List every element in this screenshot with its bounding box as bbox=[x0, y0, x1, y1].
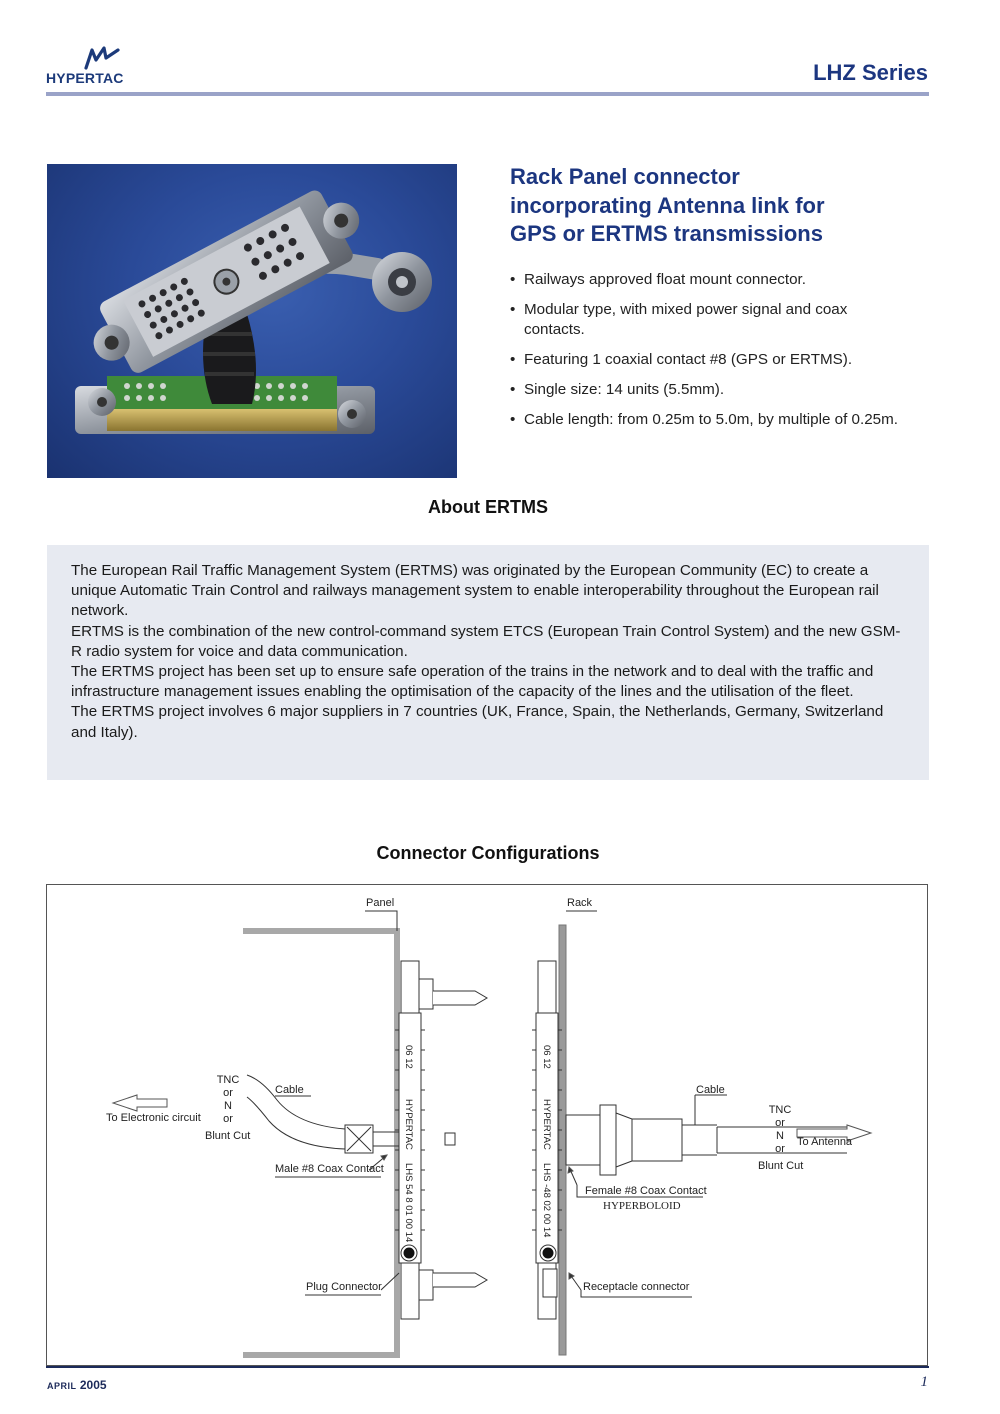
receptacle-part-number: LHS -48 02 00 14 bbox=[541, 1163, 552, 1238]
plug-part-number: LHS 54 8 01 00 14 bbox=[403, 1163, 414, 1243]
male-contact-label: Male #8 Coax Contact bbox=[275, 1163, 384, 1175]
tnc-option: TNC bbox=[216, 1074, 240, 1086]
tnc-option: or bbox=[775, 1117, 785, 1129]
about-paragraph: The European Rail Traffic Management System (ERTMS) was originated by the European Community (EC) to create a unique Automatic Train Control and railways management system to enable interoperability throughout the European rail network. bbox=[71, 562, 879, 620]
page-number: 1 bbox=[920, 1374, 928, 1390]
footer-month: APRIL bbox=[47, 1381, 77, 1391]
tnc-option: or bbox=[775, 1143, 785, 1155]
hyperboloid-label: HYPERBOLOID bbox=[603, 1200, 681, 1212]
connector-diagram bbox=[46, 884, 928, 1366]
hypertac-logo bbox=[46, 46, 156, 88]
cable-left-label: Cable bbox=[275, 1084, 304, 1096]
tnc-option: N bbox=[224, 1100, 232, 1112]
cable-right-label: Cable bbox=[696, 1084, 725, 1096]
connector-photo-illustration bbox=[47, 164, 457, 478]
series-title: LHZ Series bbox=[813, 60, 928, 85]
receptacle-code: 06 12 bbox=[541, 1045, 552, 1069]
tnc-options-right bbox=[759, 1104, 801, 1156]
blunt-cut-left: Blunt Cut bbox=[205, 1130, 251, 1142]
receptacle-label: Receptacle connector bbox=[583, 1281, 690, 1293]
about-text bbox=[71, 561, 911, 743]
footer-date bbox=[47, 1378, 107, 1392]
rack-label: Rack bbox=[567, 897, 593, 909]
product-title-line: Rack Panel connector bbox=[510, 164, 740, 189]
footer-year: 2005 bbox=[79, 1378, 107, 1392]
header-rule bbox=[46, 92, 929, 96]
product-title bbox=[510, 163, 930, 249]
about-heading: About ERTMS bbox=[428, 497, 548, 517]
plug-connector-label: Plug Connector bbox=[306, 1281, 382, 1293]
tnc-option: N bbox=[776, 1130, 784, 1142]
arrow-left-icon bbox=[113, 1095, 167, 1111]
hypertac-logo-mark-icon bbox=[82, 46, 122, 70]
product-title-line: GPS or ERTMS transmissions bbox=[510, 221, 823, 246]
product-photo bbox=[47, 164, 457, 478]
feature-item: • Modular type, with mixed power signal and coax contacts. bbox=[510, 300, 910, 340]
plug-brand: HYPERTAC bbox=[403, 1099, 414, 1150]
to-electronic-label: To Electronic circuit bbox=[106, 1112, 201, 1124]
feature-item: • Featuring 1 coaxial contact #8 (GPS or ERTMS). bbox=[510, 350, 910, 370]
tnc-option: TNC bbox=[768, 1104, 792, 1116]
logo-wordmark: HYPERTAC bbox=[46, 70, 124, 86]
configurations-heading: Connector Configurations bbox=[376, 843, 600, 863]
blunt-cut-right: Blunt Cut bbox=[758, 1160, 804, 1172]
about-paragraph: The ERTMS project involves 6 major suppliers in 7 countries (UK, France, Spain, the Netherlands, Germany, Switzerland and Italy). bbox=[71, 703, 884, 741]
feature-item: • Railways approved float mount connector. bbox=[510, 270, 910, 290]
panel-label: Panel bbox=[366, 897, 395, 909]
tnc-options-left bbox=[207, 1074, 249, 1126]
about-paragraph: The ERTMS project has been set up to ensure safe operation of the trains in the network and to deal with the traffic and infrastructure management issues enabling the optimisation of the capacity of the lines and the utilisation of the fleet. bbox=[71, 663, 874, 701]
about-box bbox=[47, 545, 929, 780]
plug-code: 06 12 bbox=[403, 1045, 414, 1069]
about-paragraph: ERTMS is the combination of the new control-command system ETCS (European Train Control System) and the new GSM-R radio system for voice and data communication. bbox=[71, 622, 901, 660]
feature-item: • Cable length: from 0.25m to 5.0m, by multiple of 0.25m. bbox=[510, 410, 910, 430]
product-title-line: incorporating Antenna link for bbox=[510, 192, 825, 218]
feature-list bbox=[510, 270, 910, 440]
tnc-option: or bbox=[223, 1113, 233, 1125]
receptacle-brand: HYPERTAC bbox=[541, 1099, 552, 1150]
feature-item: • Single size: 14 units (5.5mm). bbox=[510, 380, 910, 400]
tnc-option: or bbox=[223, 1087, 233, 1099]
to-antenna-label: To Antenna bbox=[797, 1136, 853, 1148]
footer-rule bbox=[46, 1366, 929, 1368]
female-contact-label: Female #8 Coax Contact bbox=[585, 1185, 707, 1197]
